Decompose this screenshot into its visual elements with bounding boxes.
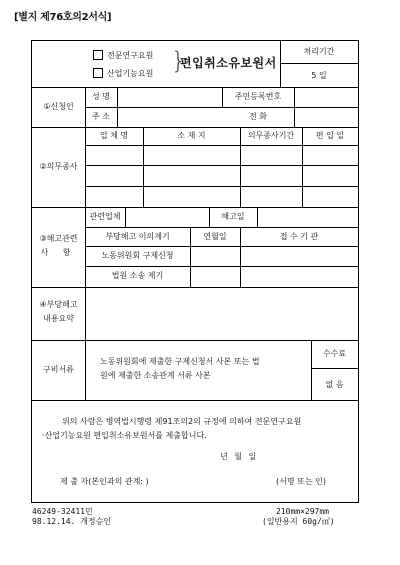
checkbox-research-personnel[interactable] — [93, 50, 103, 60]
section-documents: 구비서류 — [43, 365, 74, 374]
header-date: 연월일 — [203, 232, 227, 241]
header-enlistment-date: 편 입 일 — [315, 131, 345, 140]
label-court-filing: 법원 소송 제기 — [111, 271, 164, 280]
declaration-line-1: 위의 사람은 병역법시행령 제91조의2의 규정에 의하여 전문연구요원 — [62, 417, 302, 426]
documents-text-2: 원에 제출한 소송관계 서류 사본 — [100, 371, 211, 380]
fee-value: 없 음 — [325, 380, 344, 389]
header-location: 소 재 지 — [177, 131, 206, 140]
submitter-line: 제 출 자(본인과의 관계: ) — [60, 477, 149, 486]
option-brace: } — [171, 47, 187, 75]
approval-date: 98.12.14. 개정승인 — [32, 517, 112, 526]
application-form — [31, 40, 359, 503]
declaration-date: 년 월 일 — [220, 452, 259, 461]
header-duty-period: 의무종사기간 — [247, 131, 295, 140]
section-dismissal: ③해고관련 — [39, 234, 78, 243]
documents-text-1: 노동위원회에 제출한 구제신청서 사본 또는 법 — [100, 357, 260, 366]
label-name: 성 명 — [92, 92, 110, 101]
header-agency: 접 수 기 관 — [279, 232, 319, 241]
processing-period-label: 처리기간 — [303, 47, 335, 56]
checkbox-industrial-personnel[interactable] — [93, 68, 103, 78]
fee-label: 수수료 — [322, 349, 347, 358]
form-number: [별지 제76호의2서식] — [14, 12, 112, 23]
label-id-number: 주민등록번호 — [234, 92, 282, 101]
option-research-personnel: 전문연구요원 — [107, 51, 154, 60]
processing-period-value: 5 일 — [311, 71, 327, 80]
section-summary-suffix: 내용요약 — [43, 314, 74, 323]
paper-type: (일반용지 60g/㎡) — [262, 517, 335, 526]
label-related-company: 관련업체 — [89, 212, 121, 221]
label-labor-committee: 노동위원회 구제신청 — [101, 251, 174, 260]
section-applicant: ①신청인 — [43, 102, 74, 111]
form-title: 편입취소유보원서 — [180, 56, 277, 70]
label-phone: 전 화 — [249, 112, 267, 121]
form-code: 46249-32411민 — [32, 507, 93, 516]
section-dismissal-suffix: 사 항 — [40, 248, 77, 257]
option-industrial-personnel: 산업기능요원 — [107, 69, 154, 78]
label-objection: 부당해고 이의제기 — [105, 232, 170, 241]
header-company-name: 업 체 명 — [99, 131, 129, 140]
declaration-line-2: ·산업기능요원 편입취소유보원서를 제출합니다. — [42, 431, 207, 440]
section-duty: ②의무종사 — [39, 162, 78, 171]
label-address: 주 소 — [92, 112, 110, 121]
paper-size: 210mm×297mm — [276, 507, 329, 516]
signature-line: (서명 또는 인) — [276, 477, 326, 486]
label-dismissal-date: 해고일 — [221, 212, 245, 221]
section-summary: ④부당해고 — [39, 300, 78, 309]
